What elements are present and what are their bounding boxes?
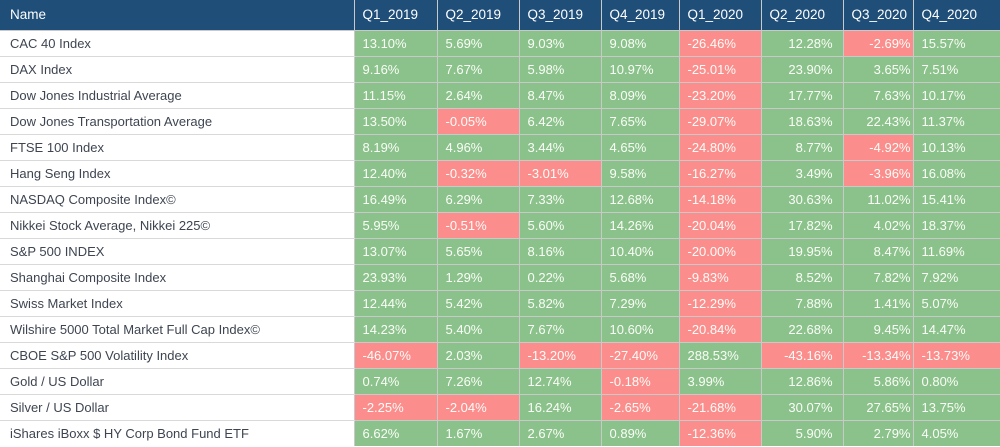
table-row [0, 368, 1000, 394]
value-cell: -9.83% [679, 264, 761, 290]
value-cell: 1.29% [437, 264, 519, 290]
value-cell: -26.46% [679, 30, 761, 56]
value-cell: 2.64% [437, 82, 519, 108]
value-cell: -25.01% [679, 56, 761, 82]
value-cell: 5.68% [601, 264, 679, 290]
value-cell: 19.95% [761, 238, 843, 264]
value-cell: -13.73% [913, 342, 1000, 368]
value-cell: 0.80% [913, 368, 1000, 394]
row-name: Dow Jones Industrial Average [0, 82, 354, 108]
value-cell: 288.53% [679, 342, 761, 368]
value-cell: 12.28% [761, 30, 843, 56]
column-header-q2-2019[interactable]: Q2_2019 [437, 0, 519, 30]
value-cell: 22.68% [761, 316, 843, 342]
value-cell: 9.16% [354, 56, 437, 82]
value-cell: -29.07% [679, 108, 761, 134]
value-cell: 3.65% [843, 56, 913, 82]
value-cell: 16.24% [519, 394, 601, 420]
column-header-q3-2019[interactable]: Q3_2019 [519, 0, 601, 30]
value-cell: 5.82% [519, 290, 601, 316]
value-cell: 12.40% [354, 160, 437, 186]
value-cell: 10.40% [601, 238, 679, 264]
value-cell: 18.63% [761, 108, 843, 134]
value-cell: -0.32% [437, 160, 519, 186]
value-cell: -20.00% [679, 238, 761, 264]
value-cell: 7.65% [601, 108, 679, 134]
value-cell: 3.99% [679, 368, 761, 394]
value-cell: 8.16% [519, 238, 601, 264]
value-cell: 5.07% [913, 290, 1000, 316]
value-cell: -23.20% [679, 82, 761, 108]
value-cell: -2.69% [843, 30, 913, 56]
value-cell: 5.90% [761, 420, 843, 446]
value-cell: -13.20% [519, 342, 601, 368]
value-cell: -20.04% [679, 212, 761, 238]
table-row [0, 134, 1000, 160]
value-cell: 7.33% [519, 186, 601, 212]
value-cell: -2.65% [601, 394, 679, 420]
value-cell: 5.40% [437, 316, 519, 342]
value-cell: 5.65% [437, 238, 519, 264]
column-header-name[interactable]: Name [0, 0, 354, 30]
value-cell: 4.05% [913, 420, 1000, 446]
table-row [0, 30, 1000, 56]
table-row [0, 238, 1000, 264]
value-cell: -14.18% [679, 186, 761, 212]
row-name: CAC 40 Index [0, 30, 354, 56]
value-cell: 14.47% [913, 316, 1000, 342]
value-cell: -4.92% [843, 134, 913, 160]
value-cell: 7.82% [843, 264, 913, 290]
table-row [0, 420, 1000, 446]
row-name: DAX Index [0, 56, 354, 82]
value-cell: -43.16% [761, 342, 843, 368]
value-cell: 12.44% [354, 290, 437, 316]
value-cell: 3.44% [519, 134, 601, 160]
row-name: FTSE 100 Index [0, 134, 354, 160]
table-row [0, 212, 1000, 238]
value-cell: -3.01% [519, 160, 601, 186]
value-cell: 8.77% [761, 134, 843, 160]
value-cell: 7.67% [519, 316, 601, 342]
value-cell: 8.52% [761, 264, 843, 290]
value-cell: 0.22% [519, 264, 601, 290]
value-cell: -27.40% [601, 342, 679, 368]
value-cell: -12.29% [679, 290, 761, 316]
value-cell: 18.37% [913, 212, 1000, 238]
column-header-q2-2020[interactable]: Q2_2020 [761, 0, 843, 30]
value-cell: 13.75% [913, 394, 1000, 420]
value-cell: 4.65% [601, 134, 679, 160]
value-cell: 13.50% [354, 108, 437, 134]
value-cell: 4.96% [437, 134, 519, 160]
value-cell: 10.60% [601, 316, 679, 342]
value-cell: -0.51% [437, 212, 519, 238]
value-cell: 27.65% [843, 394, 913, 420]
value-cell: 9.03% [519, 30, 601, 56]
value-cell: 8.19% [354, 134, 437, 160]
value-cell: 1.41% [843, 290, 913, 316]
value-cell: 7.67% [437, 56, 519, 82]
value-cell: 15.41% [913, 186, 1000, 212]
value-cell: 7.92% [913, 264, 1000, 290]
value-cell: -0.05% [437, 108, 519, 134]
value-cell: 6.29% [437, 186, 519, 212]
value-cell: 0.89% [601, 420, 679, 446]
value-cell: 5.42% [437, 290, 519, 316]
value-cell: 5.60% [519, 212, 601, 238]
value-cell: 7.88% [761, 290, 843, 316]
value-cell: 16.49% [354, 186, 437, 212]
value-cell: 30.07% [761, 394, 843, 420]
value-cell: 9.45% [843, 316, 913, 342]
value-cell: 17.82% [761, 212, 843, 238]
value-cell: 2.03% [437, 342, 519, 368]
row-name: Nikkei Stock Average, Nikkei 225© [0, 212, 354, 238]
value-cell: 5.86% [843, 368, 913, 394]
value-cell: 8.09% [601, 82, 679, 108]
row-name: NASDAQ Composite Index© [0, 186, 354, 212]
value-cell: 5.98% [519, 56, 601, 82]
column-header-q1-2020[interactable]: Q1_2020 [679, 0, 761, 30]
value-cell: 16.08% [913, 160, 1000, 186]
value-cell: 8.47% [519, 82, 601, 108]
value-cell: -0.18% [601, 368, 679, 394]
value-cell: 12.68% [601, 186, 679, 212]
value-cell: 3.49% [761, 160, 843, 186]
table-row [0, 290, 1000, 316]
value-cell: 13.10% [354, 30, 437, 56]
row-name: Dow Jones Transportation Average [0, 108, 354, 134]
row-name: CBOE S&P 500 Volatility Index [0, 342, 354, 368]
value-cell: 0.74% [354, 368, 437, 394]
value-cell: 11.02% [843, 186, 913, 212]
value-cell: 23.90% [761, 56, 843, 82]
value-cell: 23.93% [354, 264, 437, 290]
table-row [0, 394, 1000, 420]
value-cell: 5.95% [354, 212, 437, 238]
value-cell: 8.47% [843, 238, 913, 264]
row-name: Hang Seng Index [0, 160, 354, 186]
value-cell: 15.57% [913, 30, 1000, 56]
value-cell: 7.29% [601, 290, 679, 316]
row-name: Swiss Market Index [0, 290, 354, 316]
value-cell: 6.42% [519, 108, 601, 134]
value-cell: 22.43% [843, 108, 913, 134]
value-cell: 4.02% [843, 212, 913, 238]
value-cell: 11.37% [913, 108, 1000, 134]
row-name: Gold / US Dollar [0, 368, 354, 394]
value-cell: -21.68% [679, 394, 761, 420]
value-cell: 7.26% [437, 368, 519, 394]
table-row [0, 82, 1000, 108]
row-name: iShares iBoxx $ HY Corp Bond Fund ETF [0, 420, 354, 446]
value-cell: -13.34% [843, 342, 913, 368]
value-cell: 14.26% [601, 212, 679, 238]
value-cell: -2.25% [354, 394, 437, 420]
value-cell: 12.74% [519, 368, 601, 394]
table-body [0, 30, 1000, 446]
value-cell: 10.17% [913, 82, 1000, 108]
value-cell: 5.69% [437, 30, 519, 56]
column-header-q4-2020[interactable]: Q4_2020 [913, 0, 1000, 30]
table-row [0, 56, 1000, 82]
value-cell: 6.62% [354, 420, 437, 446]
value-cell: -12.36% [679, 420, 761, 446]
table-row [0, 108, 1000, 134]
value-cell: 7.51% [913, 56, 1000, 82]
value-cell: 10.13% [913, 134, 1000, 160]
value-cell: -16.27% [679, 160, 761, 186]
value-cell: 17.77% [761, 82, 843, 108]
value-cell: 30.63% [761, 186, 843, 212]
value-cell: 2.67% [519, 420, 601, 446]
value-cell: -24.80% [679, 134, 761, 160]
column-header-q4-2019[interactable]: Q4_2019 [601, 0, 679, 30]
value-cell: 13.07% [354, 238, 437, 264]
row-name: Wilshire 5000 Total Market Full Cap Index© [0, 316, 354, 342]
row-name: Shanghai Composite Index [0, 264, 354, 290]
table-row [0, 264, 1000, 290]
value-cell: 2.79% [843, 420, 913, 446]
table-row [0, 342, 1000, 368]
value-cell: 11.69% [913, 238, 1000, 264]
value-cell: -20.84% [679, 316, 761, 342]
table-row [0, 160, 1000, 186]
value-cell: -2.04% [437, 394, 519, 420]
value-cell: 9.08% [601, 30, 679, 56]
column-header-q1-2019[interactable]: Q1_2019 [354, 0, 437, 30]
value-cell: 12.86% [761, 368, 843, 394]
value-cell: 11.15% [354, 82, 437, 108]
value-cell: 7.63% [843, 82, 913, 108]
value-cell: -3.96% [843, 160, 913, 186]
row-name: S&P 500 INDEX [0, 238, 354, 264]
value-cell: 14.23% [354, 316, 437, 342]
column-header-q3-2020[interactable]: Q3_2020 [843, 0, 913, 30]
value-cell: 9.58% [601, 160, 679, 186]
header-row [0, 0, 1000, 30]
table-row [0, 186, 1000, 212]
value-cell: 10.97% [601, 56, 679, 82]
value-cell: 1.67% [437, 420, 519, 446]
row-name: Silver / US Dollar [0, 394, 354, 420]
table-row [0, 316, 1000, 342]
value-cell: -46.07% [354, 342, 437, 368]
